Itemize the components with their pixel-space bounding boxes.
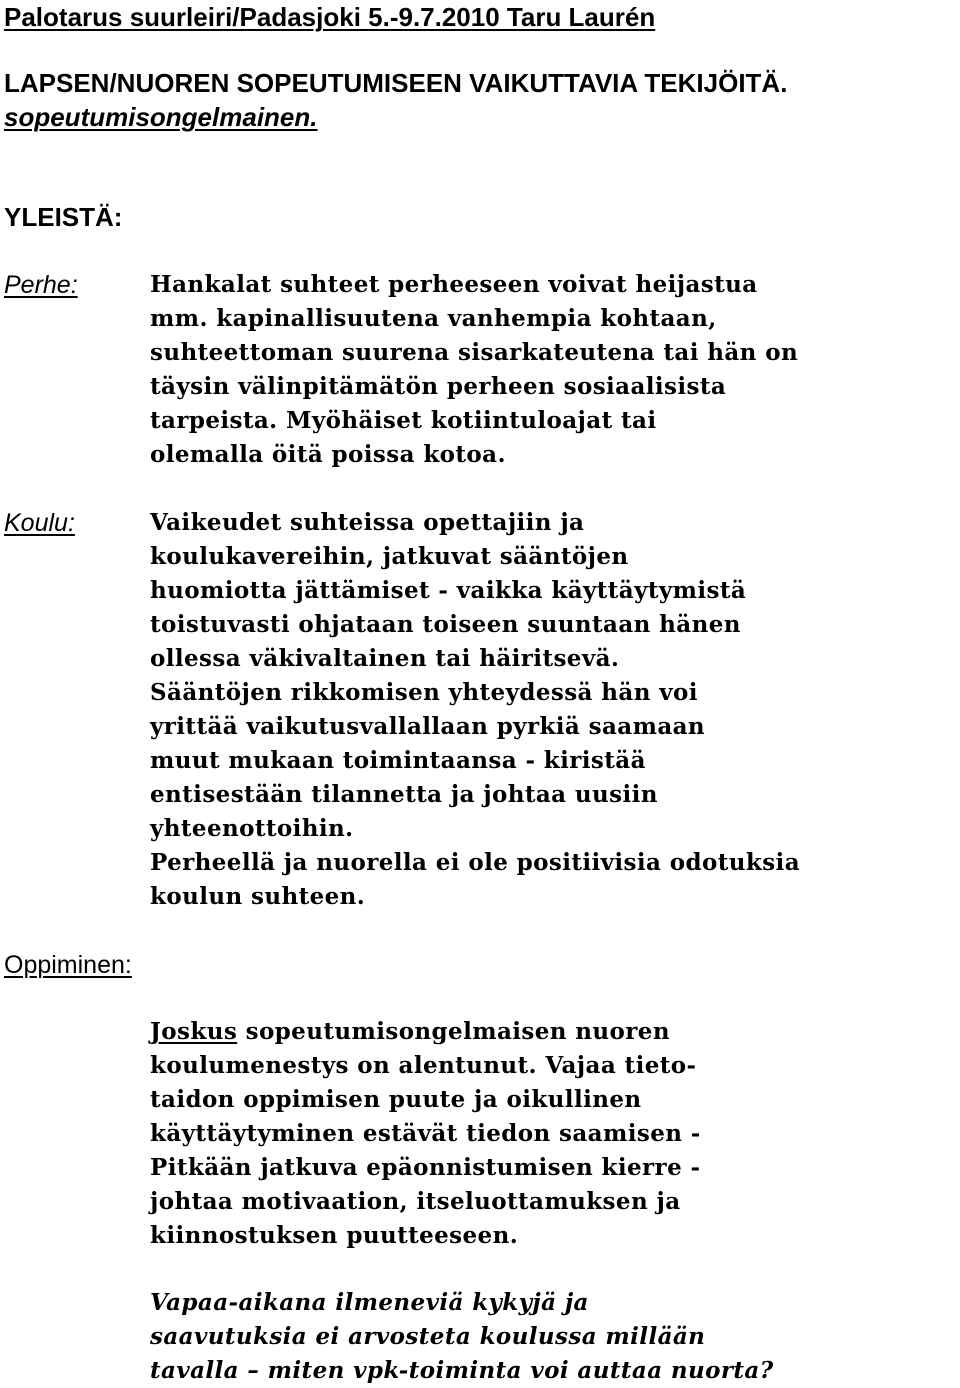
text-line: huomiotta jättämiset - vaikka käyttäytymistä (150, 577, 747, 604)
text-line: mm. kapinallisuutena vanhempia kohtaan, (150, 305, 717, 332)
document-title: Palotarus suurleiri/Padasjoki 5.-9.7.2010 Taru Laurén (4, 2, 656, 32)
text-line: täysin välinpitämätön perheen sosiaalisista (150, 373, 727, 400)
text-line: entisestään tilannetta ja johtaa uusiin (150, 781, 658, 808)
text-line: koulukavereihin, jatkuvat sääntöjen (150, 543, 629, 570)
text-line: tavalla – miten vpk-toiminta voi auttaa nuorta? (150, 1357, 774, 1384)
text-line: Hankalat suhteet perheeseen voivat heijastua (150, 271, 758, 298)
text-line: käyttäytyminen estävät tiedon saamisen - (150, 1120, 701, 1147)
perhe-text (150, 268, 940, 472)
text-line: ollessa väkivaltainen tai häiritsevä. (150, 645, 620, 672)
oppiminen-text (150, 1015, 940, 1253)
text-line: olemalla öitä poissa kotoa. (150, 441, 506, 468)
text-line: saavutuksia ei arvosteta koulussa millään (150, 1323, 706, 1350)
text-line: Vaikeudet suhteissa opettajiin ja (150, 509, 585, 536)
text-line: Vapaa-aikana ilmeneviä kykyjä ja (150, 1289, 589, 1316)
text-line: kiinnostuksen puutteeseen. (150, 1222, 519, 1249)
text-line: suhteettoman suurena sisarkateutena tai hän on (150, 339, 799, 366)
topic-heading: LAPSEN/NUOREN SOPEUTUMISEEN VAIKUTTAVIA TEKIJÖITÄ. (4, 68, 788, 98)
text-line: yrittää vaikutusvallallaan pyrkiä saamaan (150, 713, 706, 740)
text-fragment: sopeutumisongelmaisen nuoren (237, 1018, 670, 1045)
text-line: taidon oppimisen puute ja oikullinen (150, 1086, 642, 1113)
oppiminen-italic-text (150, 1286, 940, 1388)
text-line: johtaa motivaation, itseluottamuksen ja (150, 1188, 681, 1215)
perhe-label: Perhe: (4, 271, 78, 299)
text-line: muut mukaan toimintaansa - kiristää (150, 747, 646, 774)
topic-subheading: sopeutumisongelmainen. (4, 102, 318, 132)
text-line (150, 1015, 940, 1049)
oppiminen-label: Oppiminen: (4, 951, 132, 979)
section-heading: YLEISTÄ: (4, 202, 123, 232)
text-line: toistuvasti ohjataan toiseen suuntaan hänen (150, 611, 741, 638)
text-line: tarpeista. Myöhäiset kotiintuloajat tai (150, 407, 657, 434)
koulu-label: Koulu: (4, 509, 75, 537)
text-line: Sääntöjen rikkomisen yhteydessä hän voi (150, 679, 698, 706)
koulu-text (150, 506, 940, 914)
text-line: Perheellä ja nuorella ei ole positiivisia odotuksia (150, 849, 800, 876)
text-line: koulumenestys on alentunut. Vajaa tieto- (150, 1052, 697, 1079)
text-line: yhteenottoihin. (150, 815, 354, 842)
underlined-word: Joskus (150, 1018, 238, 1045)
text-line: Pitkään jatkuva epäonnistumisen kierre - (150, 1154, 701, 1181)
text-line: koulun suhteen. (150, 883, 366, 910)
